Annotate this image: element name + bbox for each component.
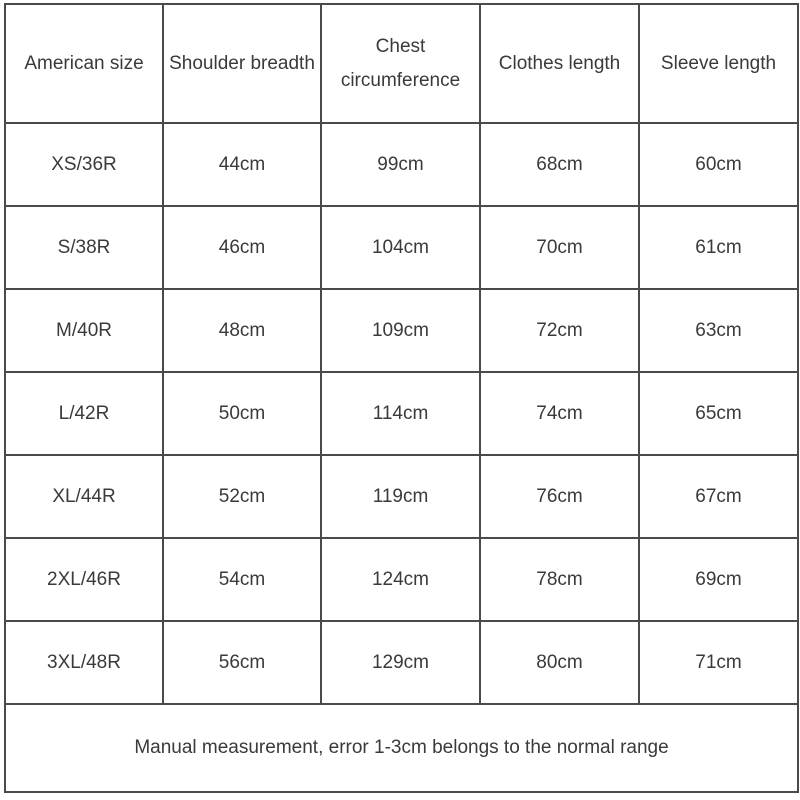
cell-sleeve-length: 69cm: [639, 538, 798, 621]
cell-chest: 129cm: [321, 621, 480, 704]
header-chest-circumference-label: Chest circumference: [340, 35, 461, 91]
header-american-size: American size: [5, 4, 163, 123]
header-sleeve-length: Sleeve length: [639, 4, 798, 123]
cell-sleeve-length: 65cm: [639, 372, 798, 455]
cell-clothes-length: 72cm: [480, 289, 639, 372]
cell-sleeve-length: 71cm: [639, 621, 798, 704]
cell-shoulder: 46cm: [163, 206, 321, 289]
cell-size: XL/44R: [5, 455, 163, 538]
cell-sleeve-length: 61cm: [639, 206, 798, 289]
cell-clothes-length: 78cm: [480, 538, 639, 621]
size-table: [4, 3, 799, 793]
cell-chest: 104cm: [321, 206, 480, 289]
cell-size: M/40R: [5, 289, 163, 372]
cell-clothes-length: 76cm: [480, 455, 639, 538]
table-row: [5, 538, 798, 621]
footnote-row: [5, 704, 798, 792]
cell-sleeve-length: 63cm: [639, 289, 798, 372]
cell-shoulder: 48cm: [163, 289, 321, 372]
table-row: [5, 206, 798, 289]
cell-size: XS/36R: [5, 123, 163, 206]
cell-chest: 99cm: [321, 123, 480, 206]
header-chest-circumference: [321, 4, 480, 123]
cell-chest: 114cm: [321, 372, 480, 455]
cell-size: L/42R: [5, 372, 163, 455]
cell-size: S/38R: [5, 206, 163, 289]
cell-shoulder: 54cm: [163, 538, 321, 621]
header-row: [5, 4, 798, 123]
table-row: [5, 123, 798, 206]
cell-size: 3XL/48R: [5, 621, 163, 704]
cell-clothes-length: 68cm: [480, 123, 639, 206]
table-row: [5, 289, 798, 372]
cell-chest: 124cm: [321, 538, 480, 621]
footnote: Manual measurement, error 1-3cm belongs to the normal range: [5, 704, 798, 792]
cell-clothes-length: 80cm: [480, 621, 639, 704]
cell-chest: 119cm: [321, 455, 480, 538]
size-chart: [4, 3, 797, 800]
cell-shoulder: 44cm: [163, 123, 321, 206]
cell-size: 2XL/46R: [5, 538, 163, 621]
header-clothes-length: Clothes length: [480, 4, 639, 123]
cell-clothes-length: 74cm: [480, 372, 639, 455]
table-row: [5, 455, 798, 538]
header-shoulder-breadth: Shoulder breadth: [163, 4, 321, 123]
cell-shoulder: 56cm: [163, 621, 321, 704]
cell-sleeve-length: 60cm: [639, 123, 798, 206]
table-row: [5, 621, 798, 704]
cell-sleeve-length: 67cm: [639, 455, 798, 538]
cell-shoulder: 50cm: [163, 372, 321, 455]
cell-chest: 109cm: [321, 289, 480, 372]
cell-clothes-length: 70cm: [480, 206, 639, 289]
cell-shoulder: 52cm: [163, 455, 321, 538]
table-row: [5, 372, 798, 455]
